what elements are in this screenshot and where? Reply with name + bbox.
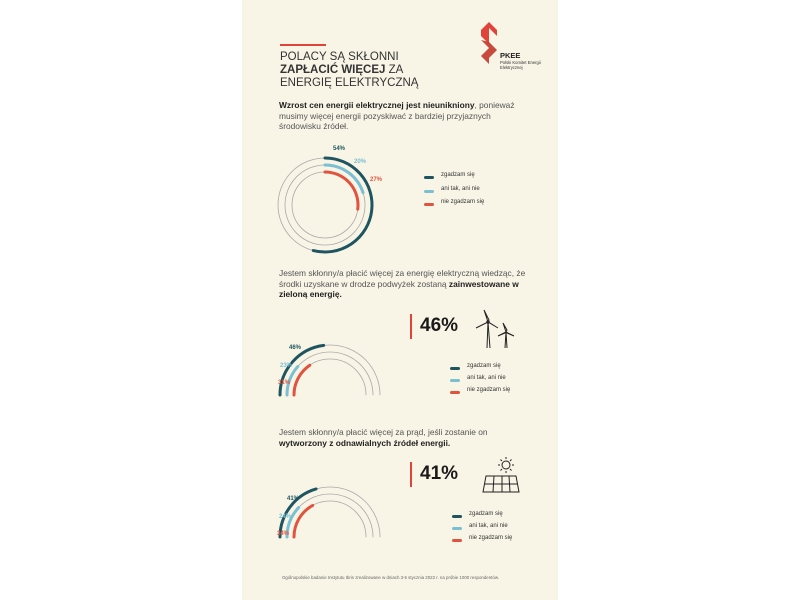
legend-label: zgadzam się — [469, 511, 503, 517]
legend-label: zgadzam się — [441, 172, 475, 178]
section-2-text — [279, 268, 529, 300]
logo-name: PKEE — [500, 51, 521, 60]
legend-label: ani tak, ani nie — [469, 523, 508, 529]
legend-label: nie zgadzam się — [469, 535, 513, 541]
chart-1-radial — [270, 150, 383, 260]
legend-swatch — [452, 527, 462, 530]
section-3-pre: Jestem skłonny/a płacić więcej za prąd, jeśli zostanie on — [279, 427, 488, 437]
footnote: Ogólnopolskie badanie Instytutu Ibris zrealizowane w dniach 3-5 stycznia 2022 r. na próbie 1000 respondentów. — [282, 575, 499, 580]
title-line-1: POLACY SĄ SKŁONNI — [280, 51, 399, 63]
section-2-bold: zainwestowane w zieloną energię. — [279, 278, 519, 299]
logo-subtitle: Polski Komitet Energii Elektrycznej — [500, 60, 541, 70]
chart-2-label-disagree: 31% — [278, 380, 291, 386]
legend-swatch — [450, 391, 460, 394]
section-1-rest: , ponieważ musimy więcej energii pozyskiwać z bardziej przyjaznych środowisku źródeł. — [279, 100, 515, 131]
legend-swatch — [452, 539, 462, 542]
highlight-2-value: 46% — [420, 315, 459, 336]
section-2-pre: Jestem skłonny/a płacić więcej za energię elektryczną wiedząc, że środki uzyskane w drodze podwyżek zostaną — [279, 268, 526, 289]
title-accent-line — [280, 44, 326, 46]
legend-swatch — [424, 203, 434, 206]
chart-2-label-agree: 46% — [289, 345, 302, 351]
legend-swatch — [450, 367, 460, 370]
legend-label: zgadzam się — [467, 363, 501, 369]
chart-3-label-agree: 41% — [287, 496, 300, 502]
legend-label: nie zgadzam się — [467, 387, 511, 393]
legend-swatch — [424, 190, 434, 193]
section-3-text — [279, 427, 519, 448]
section-1-bold: Wzrost cen energii elektrycznej jest nieunikniony — [279, 100, 475, 110]
pkee-logo-icon — [480, 22, 498, 64]
chart-3-label-disagree: 34% — [277, 531, 290, 537]
legend-swatch — [450, 379, 460, 382]
legend-swatch — [424, 176, 434, 179]
solar-panel-icon — [478, 456, 520, 496]
legend-swatch — [452, 515, 462, 518]
legend-label: ani tak, ani nie — [441, 186, 480, 192]
chart-1-label-agree: 54% — [333, 146, 346, 152]
highlight-2-bar — [410, 314, 412, 339]
chart-1-label-neutral: 20% — [354, 159, 367, 165]
section-1-text — [279, 100, 529, 132]
highlight-3-value: 41% — [420, 463, 459, 484]
title-line-2-rest: ZA — [385, 64, 404, 76]
wind-turbine-icon — [474, 308, 518, 350]
chart-3-label-neutral: 24% — [279, 514, 292, 520]
highlight-3-bar — [410, 462, 412, 487]
section-3-bold: wytworzony z odnawialnych źródeł energii. — [279, 437, 451, 448]
chart-1-label-disagree: 27% — [370, 177, 383, 183]
page-title — [280, 51, 440, 90]
title-bold: ZAPŁACIĆ WIĘCEJ — [280, 64, 386, 76]
ring-track — [294, 359, 366, 395]
legend-label: ani tak, ani nie — [467, 375, 506, 381]
legend-label: nie zgadzam się — [441, 199, 485, 205]
title-line-3: ENERGIĘ ELEKTRYCZNĄ — [280, 77, 419, 89]
title-line-2 — [280, 64, 440, 77]
chart-2-label-neutral: 23% — [280, 363, 293, 369]
ring-track — [294, 501, 366, 537]
